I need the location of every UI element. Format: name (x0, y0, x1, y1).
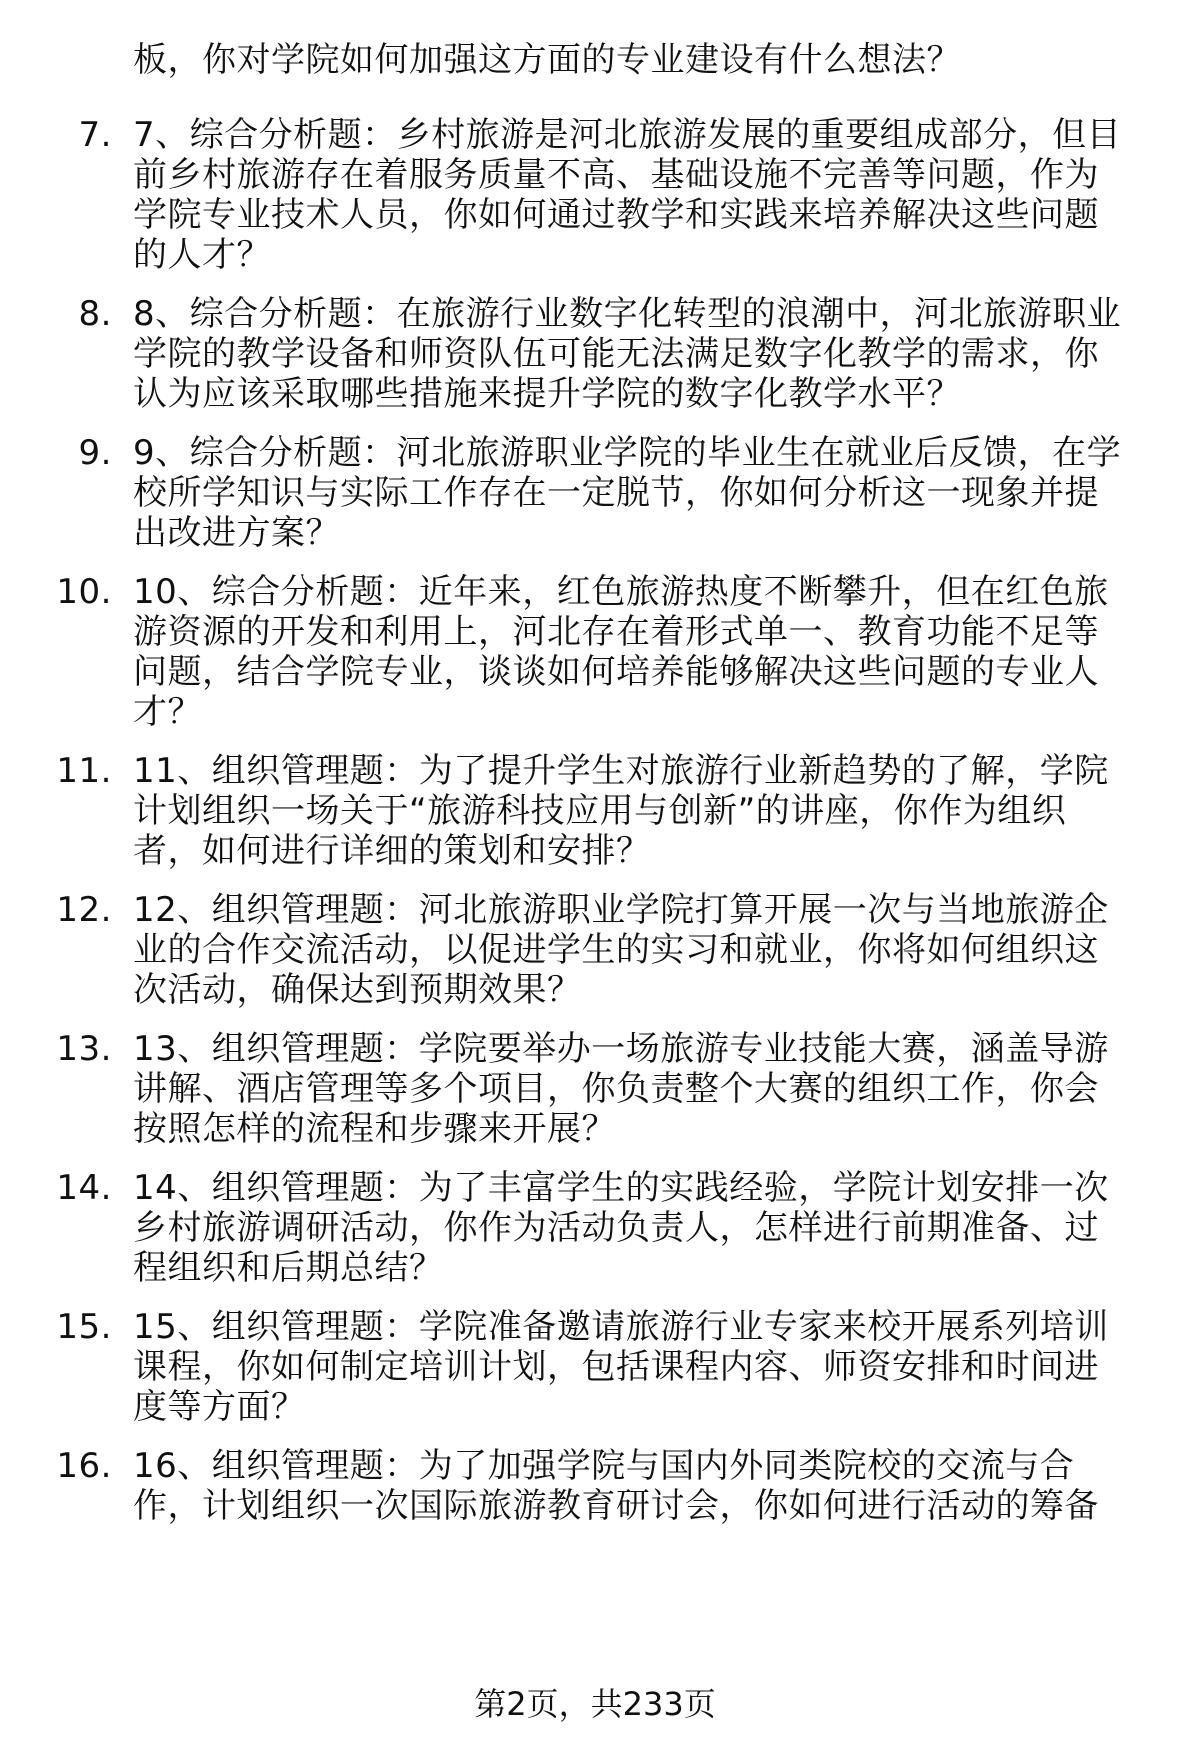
question-text-line: 出改进方案？ (133, 513, 340, 553)
question-text-line: 讲解、酒店管理等多个项目，你负责整个大赛的组织工作，你会 (133, 1069, 1099, 1109)
question-number: 15. (56, 1307, 112, 1347)
question-number: 12. (56, 890, 112, 930)
question-item (0, 1446, 1190, 1526)
question-text-line: 8、综合分析题：在旅游行业数字化转型的浪潮中，河北旅游职业 (133, 294, 1122, 334)
question-text-line: 15、组织管理题：学院准备邀请旅游行业专家来校开展系列培训 (133, 1307, 1109, 1347)
question-item (0, 1168, 1190, 1288)
question-text-line: 作，计划组织一次国际旅游教育研讨会，你如何进行活动的筹备 (133, 1486, 1099, 1526)
question-text-line: 10、综合分析题：近年来，红色旅游热度不断攀升，但在红色旅 (133, 572, 1109, 612)
question-item (0, 433, 1190, 553)
question-text-line: 游资源的开发和利用上，河北存在着形式单一、教育功能不足等 (133, 612, 1099, 652)
question-text-line: 9、综合分析题：河北旅游职业学院的毕业生在就业后反馈，在学 (133, 433, 1122, 473)
page-footer: 第2页，共233页 (474, 1685, 716, 1723)
question-text-line: 的人才？ (133, 235, 271, 275)
question-list (0, 115, 1190, 1545)
question-text-line: 计划组织一场关于“旅游科技应用与创新”的讲座，你作为组织 (133, 791, 1067, 831)
continuation-text: 板，你对学院如何加强这方面的专业建设有什么想法？ (133, 40, 961, 80)
question-text-line: 才？ (133, 692, 202, 732)
question-text-line: 课程，你如何制定培训计划，包括课程内容、师资安排和时间进 (133, 1347, 1099, 1387)
question-item (0, 751, 1190, 871)
question-item (0, 294, 1190, 414)
question-text-line: 者，如何进行详细的策划和安排？ (133, 831, 651, 871)
question-text-line: 16、组织管理题：为了加强学院与国内外同类院校的交流与合 (133, 1446, 1075, 1486)
question-text-line: 校所学知识与实际工作存在一定脱节，你如何分析这一现象并提 (133, 473, 1099, 513)
question-text-line: 按照怎样的流程和步骤来开展？ (133, 1109, 616, 1149)
question-number: 9. (78, 433, 112, 473)
question-text-line: 业的合作交流活动，以促进学生的实习和就业，你将如何组织这 (133, 930, 1099, 970)
question-item (0, 572, 1190, 732)
question-text-line: 次活动，确保达到预期效果？ (133, 970, 582, 1010)
question-item (0, 890, 1190, 1010)
question-item (0, 115, 1190, 275)
question-text-line: 学院专业技术人员，你如何通过教学和实践来培养解决这些问题 (133, 195, 1099, 235)
question-text-line: 7、综合分析题：乡村旅游是河北旅游发展的重要组成部分，但目 (133, 115, 1122, 155)
question-number: 10. (56, 572, 112, 612)
question-number: 16. (56, 1446, 112, 1486)
question-text-line: 13、组织管理题：学院要举办一场旅游专业技能大赛，涵盖导游 (133, 1029, 1109, 1069)
question-text-line: 学院的教学设备和师资队伍可能无法满足数字化教学的需求，你 (133, 334, 1099, 374)
question-text-line: 问题，结合学院专业，谈谈如何培养能够解决这些问题的专业人 (133, 652, 1099, 692)
question-text-line: 度等方面？ (133, 1387, 306, 1427)
question-text-line: 认为应该采取哪些措施来提升学院的数字化教学水平？ (133, 374, 961, 414)
question-text-line: 前乡村旅游存在着服务质量不高、基础设施不完善等问题，作为 (133, 155, 1099, 195)
question-number: 11. (56, 751, 112, 791)
question-number: 13. (56, 1029, 112, 1069)
question-text-line: 14、组织管理题：为了丰富学生的实践经验，学院计划安排一次 (133, 1168, 1109, 1208)
question-text-line: 乡村旅游调研活动，你作为活动负责人，怎样进行前期准备、过 (133, 1208, 1099, 1248)
question-item (0, 1029, 1190, 1149)
question-item (0, 1307, 1190, 1427)
question-text-line: 11、组织管理题：为了提升学生对旅游行业新趋势的了解，学院 (133, 751, 1109, 791)
question-number: 14. (56, 1168, 112, 1208)
question-number: 8. (78, 294, 112, 334)
question-text-line: 程组织和后期总结？ (133, 1248, 444, 1288)
question-number: 7. (78, 115, 112, 155)
question-text-line: 12、组织管理题：河北旅游职业学院打算开展一次与当地旅游企 (133, 890, 1109, 930)
